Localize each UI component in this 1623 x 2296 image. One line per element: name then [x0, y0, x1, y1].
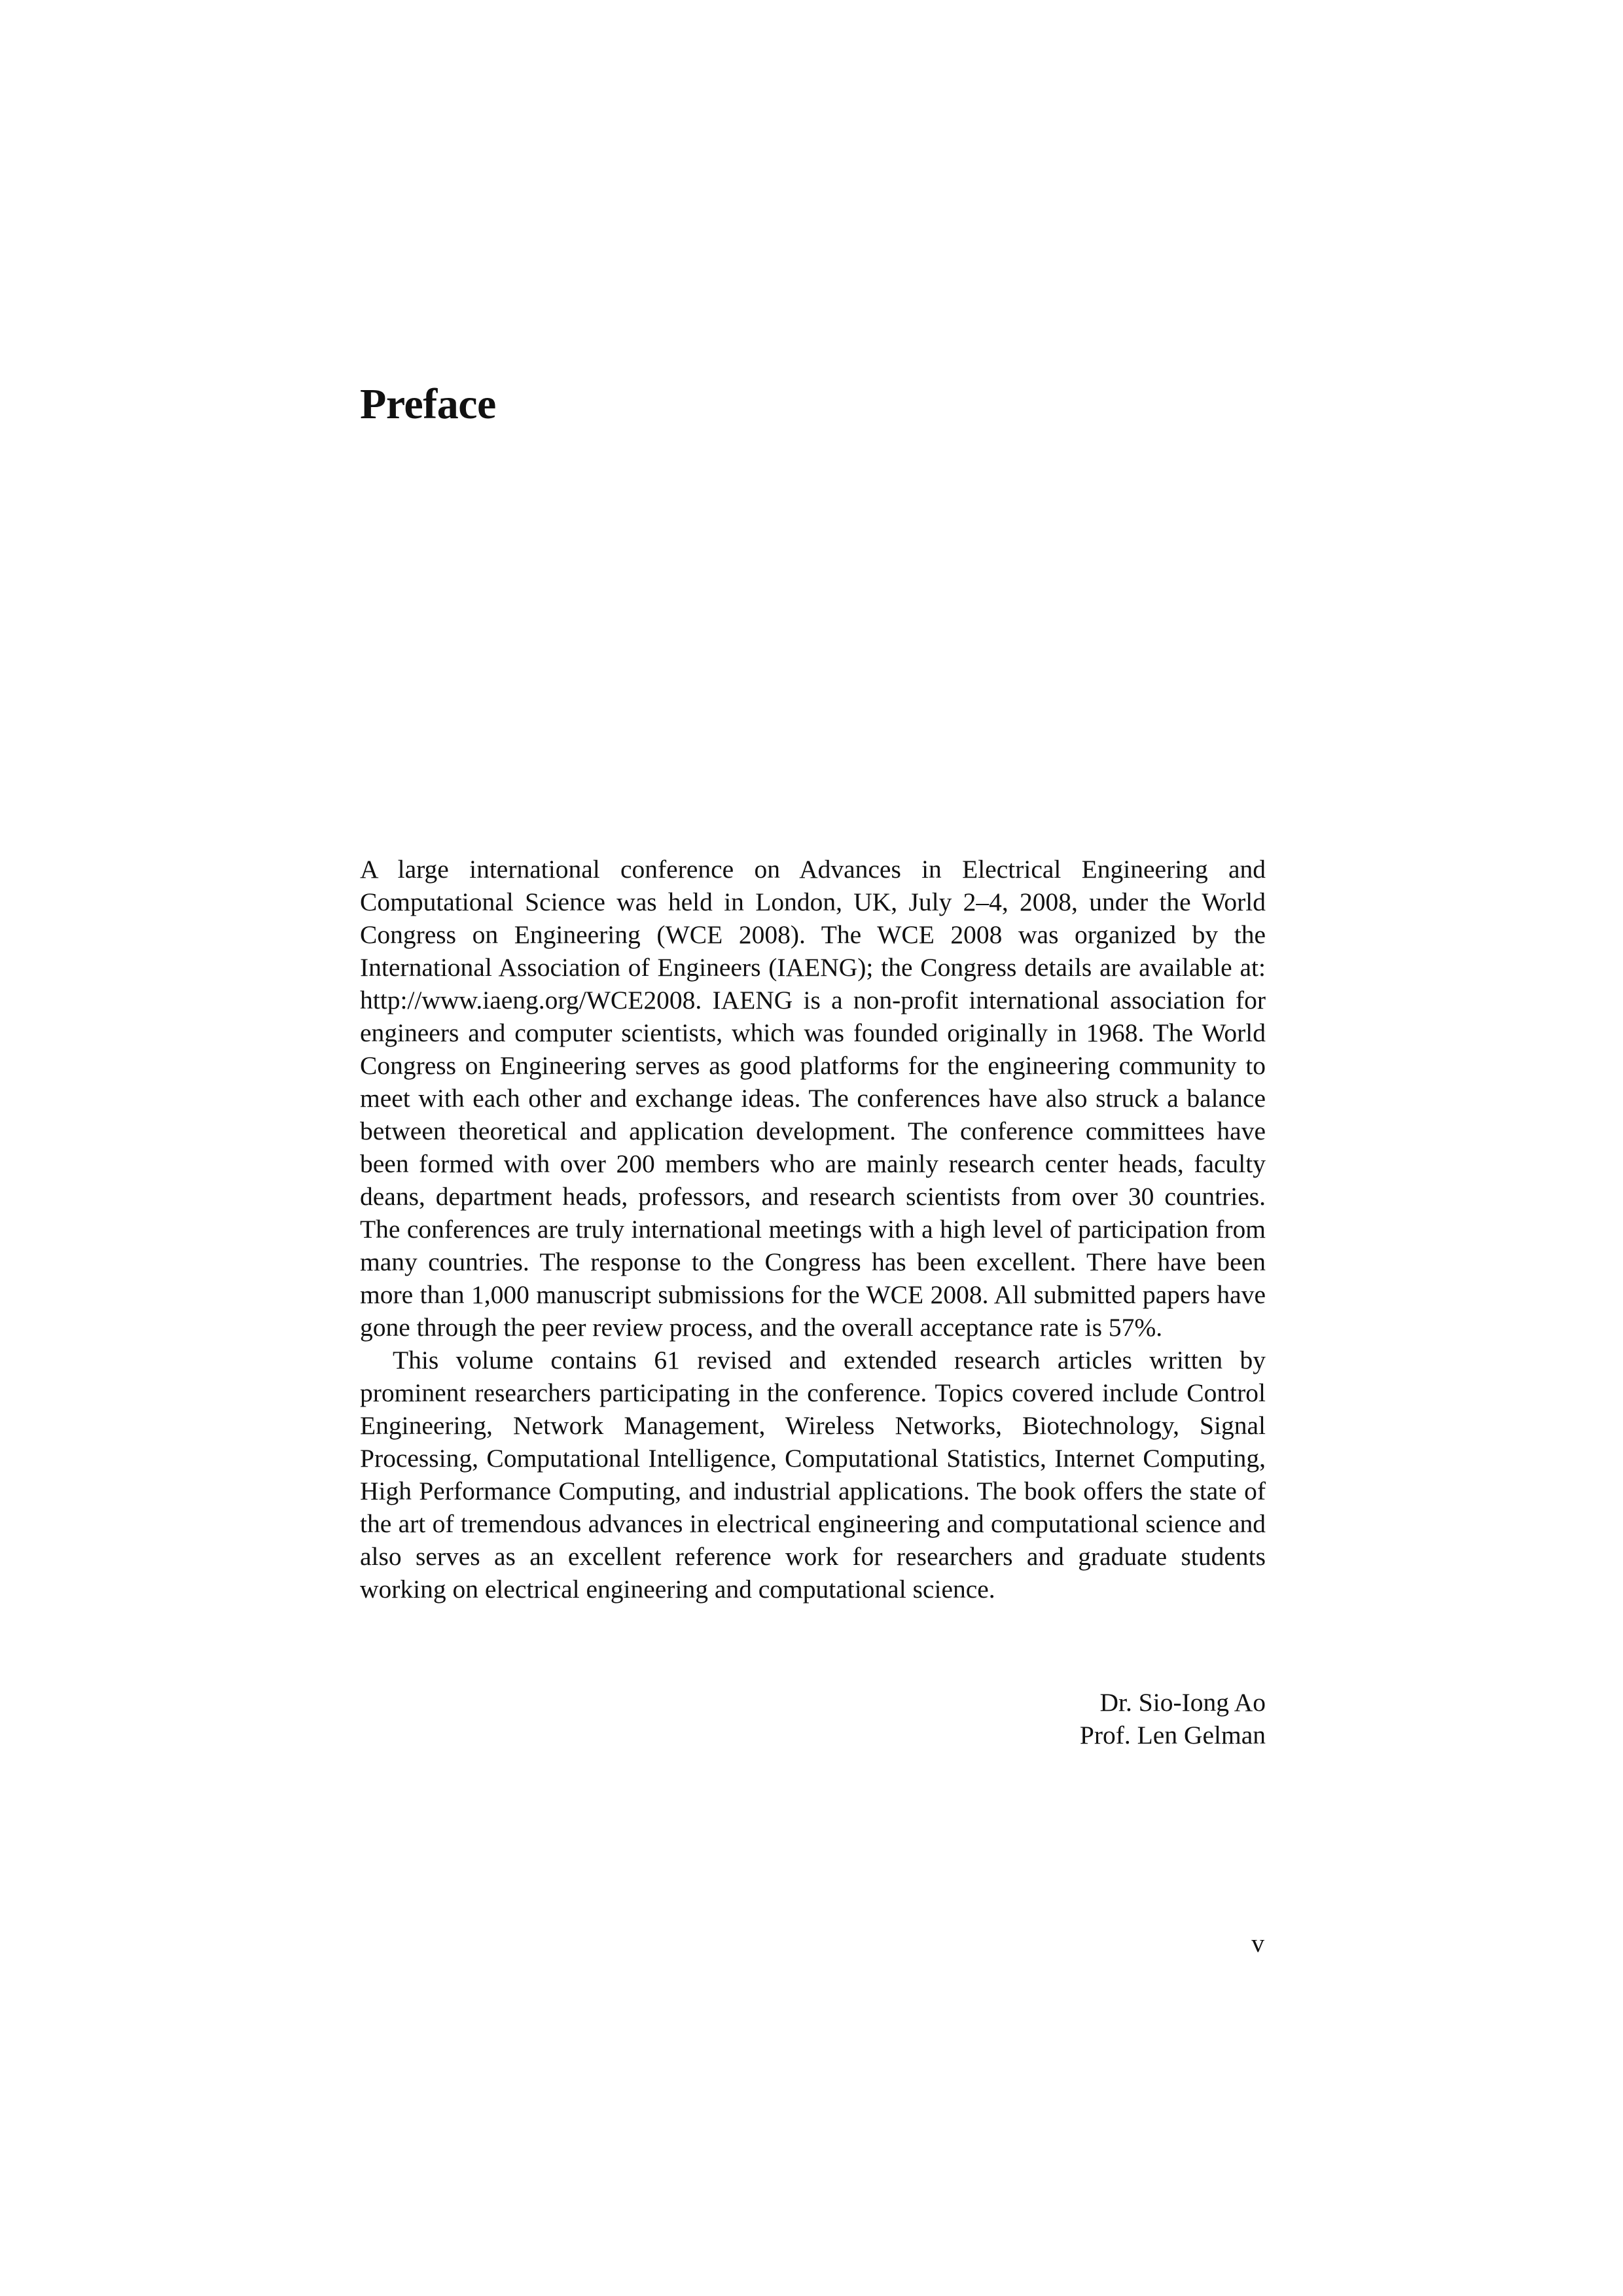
signature-block: [1080, 1686, 1266, 1751]
paragraph: This volume contains 61 revised and extended research articles written by prominent researchers participating in the conference. Topics covered include Control Engineering, Network Management, Wireless Networks, Biotechnology, Signal Processing, Computational Intelligence, Computational Statistics, Internet Computing, High Performance Computing, and industrial applications. The book offers the state of the art of tremendous advances in electrical engineering and computational science and also serves as an excellent reference work for researchers and graduate students working on electrical engineering and computational science.: [360, 1346, 1266, 1604]
paragraph: A large international conference on Advances in Electrical Engineering and Computational Science was held in London, UK, July 2–4, 2008, under the World Congress on Engineering (WCE 2008). The WCE 2008 was organized by the International Association of Engineers (IAENG); the Congress details are available at: http://www.iaeng.org/WCE2008. IAENG is a non-profit international association for engineers and computer scientists, which was founded originally in 1968. The World Congress on Engineering serves as good platforms for the engineering community to meet with each other and exchange ideas. The conferences have also struck a balance between theoretical and application development. The conference committees have been formed with over 200 members who are mainly research center heads, faculty deans, department heads, professors, and research scientists from over 30 countries. The conferences are truly international meetings with a high level of participation from many countries. The response to the Congress has been excellent. There have been more than 1,000 manuscript submissions for the WCE 2008. All submitted papers have gone through the peer review process, and the overall acceptance rate is 57%.: [360, 855, 1266, 1342]
author-signature: Dr. Sio-Iong Ao: [1099, 1688, 1266, 1717]
author-signature: Prof. Len Gelman: [1079, 1721, 1266, 1749]
page-number: v: [1251, 1929, 1264, 1958]
page-title: Preface: [360, 380, 496, 428]
preface-body: [360, 853, 1266, 1605]
